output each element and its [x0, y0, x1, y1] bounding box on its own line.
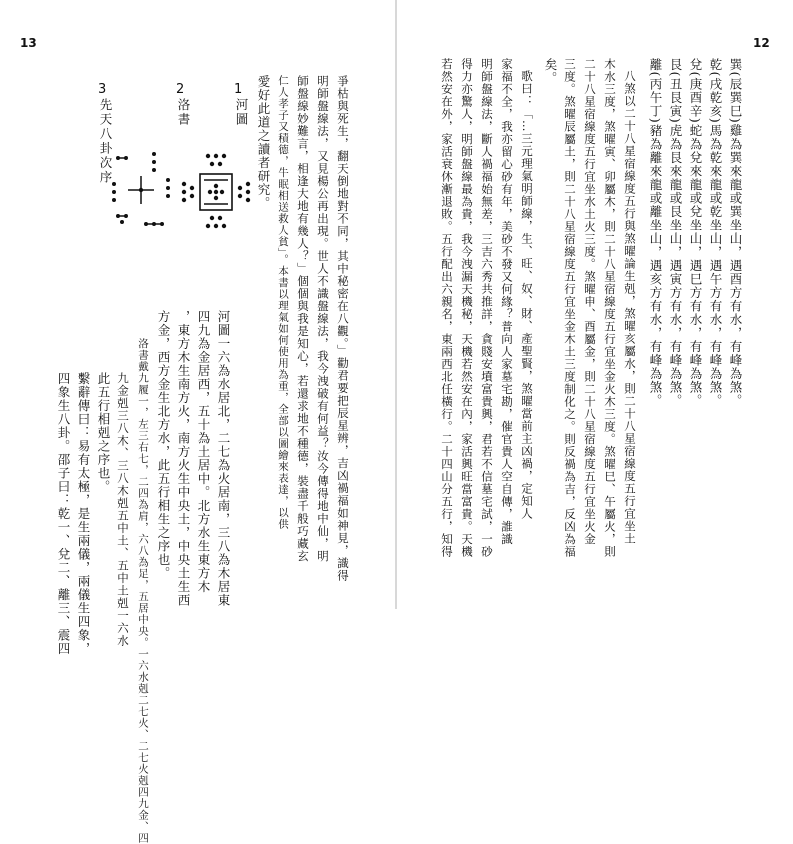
text-column: 四九為金居西，五十為土居中。北方水生東方木	[196, 310, 211, 594]
text-column: 兌(庚酉辛)蛇為兌來龍或兌坐山，遇巳方有水，有峰為煞。	[688, 58, 703, 408]
text-column: 乾(戌乾亥)馬為乾來龍或乾坐山，遇午方有水，有峰為煞。	[708, 58, 723, 408]
text-column: 離(丙午丁)豬為離來龍或離坐山，遇亥方有水，有峰為煞。	[648, 58, 663, 408]
luoshu-diagram	[108, 150, 174, 230]
text-column: 仁人孝子又積德，牛眠相送救人貧」。本書以理氣如何使用為重，全部以圖繪來表達，以供	[277, 75, 289, 530]
text-column: 若然安在外，家活衰休漸退敗。五行配出六親名，東兩西北任橫行。二十四山分五行，知得	[440, 58, 454, 558]
diagram-label: 先天八卦次序	[98, 98, 113, 185]
text-column: 方金，西方金生北方水，此五行相生之序也。	[156, 310, 171, 580]
diagram-number: 2	[176, 82, 185, 97]
page-number: 13	[20, 36, 37, 50]
text-column: 木水三度，煞曜寅、卯屬木，則二十八星宿線度五行宜坐金火木三度。煞曜巳、午屬火，則	[603, 58, 617, 558]
text-column: 巽(辰巽巳)雞為巽來龍或巽坐山，遇酉方有水，有峰為煞。	[728, 58, 743, 408]
text-column: 爭枯與死生，翻天倒地對不同，其中秘密在八觀。」勸君要把辰星辨，吉凶禍福如神見，識得	[336, 75, 350, 582]
text-column: 二十八星宿線度五行宜坐水土火三度。煞曜申、酉屬金，則二十八星宿線度五行宜坐火金	[583, 58, 597, 546]
text-column: 明師盤線法，又見楊公再出現。世人不識盤線法，我今洩破有何益？汝今傳得地中仙，明	[316, 75, 330, 563]
text-column: 師盤線妙難言，相逢大地有幾人？」個個與我是知心，若還求地不種德，裝盡千般巧藏玄	[296, 75, 310, 563]
text-column: 矣。	[543, 58, 558, 85]
diagram-label: 河圖	[234, 98, 249, 127]
text-column: 繫辭傳曰：易有太極，是生兩儀，兩儀生四象，	[76, 372, 91, 656]
page-number: 12	[753, 36, 770, 50]
text-column: 九金剋三八木、三八木剋五中土、五中土剋一六水	[116, 372, 130, 647]
text-column: 四象生八卦。邵子曰：乾一、兌二、離三、震四	[56, 372, 71, 656]
text-column: 河圖一六為水居北，二七為火居南，三八為木居東	[216, 310, 231, 607]
diagram-number: 1	[234, 82, 243, 97]
text-column: 明師盤線法，斷人禍福始無差，三吉六秀共推詳，貪賤安墳富貴興，君若不信墓宅試，一砂	[480, 58, 494, 558]
text-column: 得力亦驚人，明師盤線最為貴，我今洩漏天機秘，天機若然安在內，家活興旺當富貴。天機	[460, 58, 474, 558]
text-column: 此五行相剋之序也。	[96, 372, 111, 494]
right-page	[397, 0, 793, 609]
text-column: ，東方木生南方火，南方火生中央土，中央土生西	[176, 310, 191, 607]
text-column: 八煞以二十八星宿線度五行與煞曜論生剋，煞曜亥屬水，則二十八星宿線度五行宜坐土	[623, 70, 637, 545]
left-page	[0, 0, 396, 844]
text-column: 歌曰：「…三元理氣明師線，生、旺、奴、財、產聖賢，煞曜當前主凶禍，定知人	[520, 70, 534, 520]
text-column: 三度。煞曜辰屬土，則二十八星宿線度五行宜坐金木土三度制化之。則反禍為吉，反凶為福	[563, 58, 577, 558]
text-column: 艮(丑艮寅)虎為艮來龍或艮坐山，遇寅方有水，有峰為煞。	[668, 58, 683, 408]
hetu-diagram	[178, 150, 254, 232]
text-column: 洛書戴九履一，左三右七，二四為肩，六八為足，五居中央。一六水剋二七火、二七火剋四九金、四	[137, 338, 149, 844]
diagram-label: 洛書	[176, 98, 191, 127]
diagram-number: 3	[98, 82, 107, 97]
text-column: 愛好此道之讀者研究。	[256, 75, 271, 210]
text-column: 家福不全，我亦留心砂有年，美砂不發又何緣？普向人家墓宅勘，催官貴人空自傳，誰識	[500, 58, 514, 546]
